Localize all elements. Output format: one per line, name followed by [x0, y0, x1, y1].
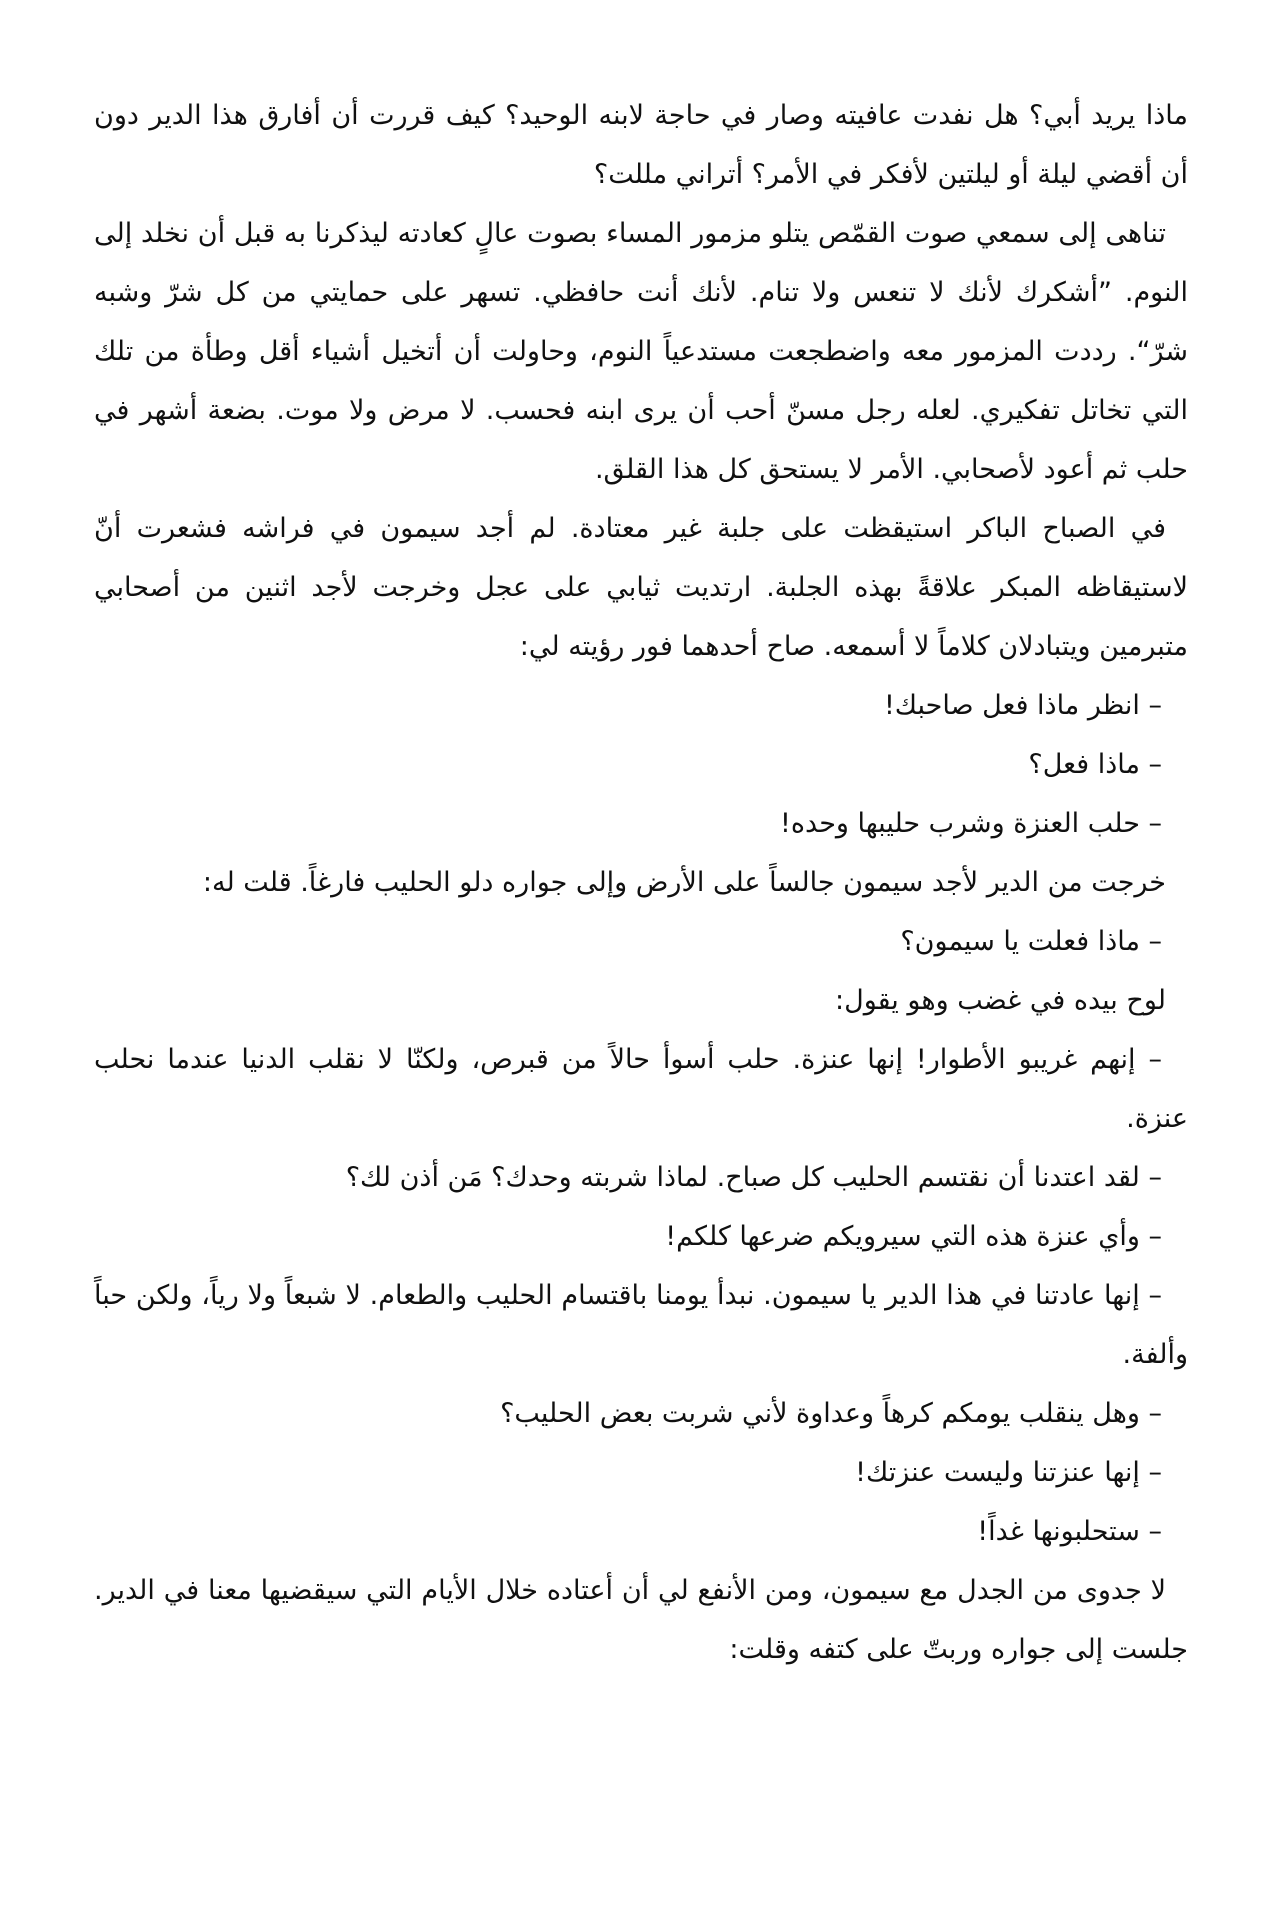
dialogue-line-06: – لقد اعتدنا أن نقتسم الحليب كل صباح. لماذا شربته وحدك؟ مَن أذن لك؟	[345, 1162, 1162, 1193]
paragraph-01: ماذا يريد أبي؟ هل نفدت عافيته وصار في حاجة لابنه الوحيد؟ كيف قررت أن أفارق هذا الدير دون أن أقضي ليلة أو ليلتين لأفكر في الأمر؟ أتراني مللت؟	[94, 100, 1188, 190]
paragraph-06: لا جدوى من الجدل مع سيمون، ومن الأنفع لي أن أعتاده خلال الأيام التي سيقضيها معنا في الدير. جلست إلى جواره وربتّ على كتفه وقلت:	[94, 1575, 1188, 1665]
dialogue-line-09: – وهل ينقلب يومكم كرهاً وعداوة لأني شربت بعض الحليب؟	[500, 1398, 1162, 1429]
paragraph-02: تناهى إلى سمعي صوت القمّص يتلو مزمور المساء بصوت عالٍ كعادته ليذكرنا به قبل أن نخلد إلى النوم. ”أشكرك لأنك لا تنعس ولا تنام. لأنك أنت حافظي. تسهر على حمايتي من كل شرّ وشبه شرّ“. رددت المزمور معه واضطجعت مستدعياً النوم، وحاولت أن أتخيل أشياء أقل وطأة من تلك التي تخاتل تفكيري. لعله رجل مسنّ أحب أن يرى ابنه فحسب. لا مرض ولا موت. بضعة أشهر في حلب ثم أعود لأصحابي. الأمر لا يستحق كل هذا القلق.	[94, 218, 1188, 485]
paragraph-03: في الصباح الباكر استيقظت على جلبة غير معتادة. لم أجد سيمون في فراشه فشعرت أنّ لاستيقاظه المبكر علاقةً بهذه الجلبة. ارتديت ثيابي على عجل وخرجت لأجد اثنين من أصحابي متبرمين ويتبادلان كلاماً لا أسمعه. صاح أحدهما فور رؤيته لي:	[94, 513, 1188, 662]
dialogue-line-04: – ماذا فعلت يا سيمون؟	[900, 926, 1162, 957]
dialogue-line-11: – ستحلبونها غداً!	[977, 1516, 1162, 1547]
paragraph-04: خرجت من الدير لأجد سيمون جالساً على الأرض وإلى جواره دلو الحليب فارغاً. قلت له:	[202, 867, 1166, 898]
dialogue-line-07: – وأي عنزة هذه التي سيرويكم ضرعها كلكم!	[665, 1221, 1162, 1252]
paragraph-05: لوح بيده في غضب وهو يقول:	[834, 985, 1166, 1016]
dialogue-line-10: – إنها عنزتنا وليست عنزتك!	[855, 1457, 1162, 1488]
dialogue-line-02: – ماذا فعل؟	[1028, 749, 1162, 780]
dialogue-line-05: – إنهم غريبو الأطوار! إنها عنزة. حلب أسوأ حالاً من قبرص، ولكنّا لا نقلب الدنيا عندما نحلب عنزة.	[94, 1044, 1188, 1134]
dialogue-line-01: – انظر ماذا فعل صاحبك!	[883, 690, 1162, 721]
dialogue-line-03: – حلب العنزة وشرب حليبها وحده!	[780, 808, 1162, 839]
dialogue-line-08: – إنها عادتنا في هذا الدير يا سيمون. نبدأ يومنا باقتسام الحليب والطعام. لا شبعاً ولا رياً، ولكن حباً وألفة.	[94, 1280, 1188, 1370]
